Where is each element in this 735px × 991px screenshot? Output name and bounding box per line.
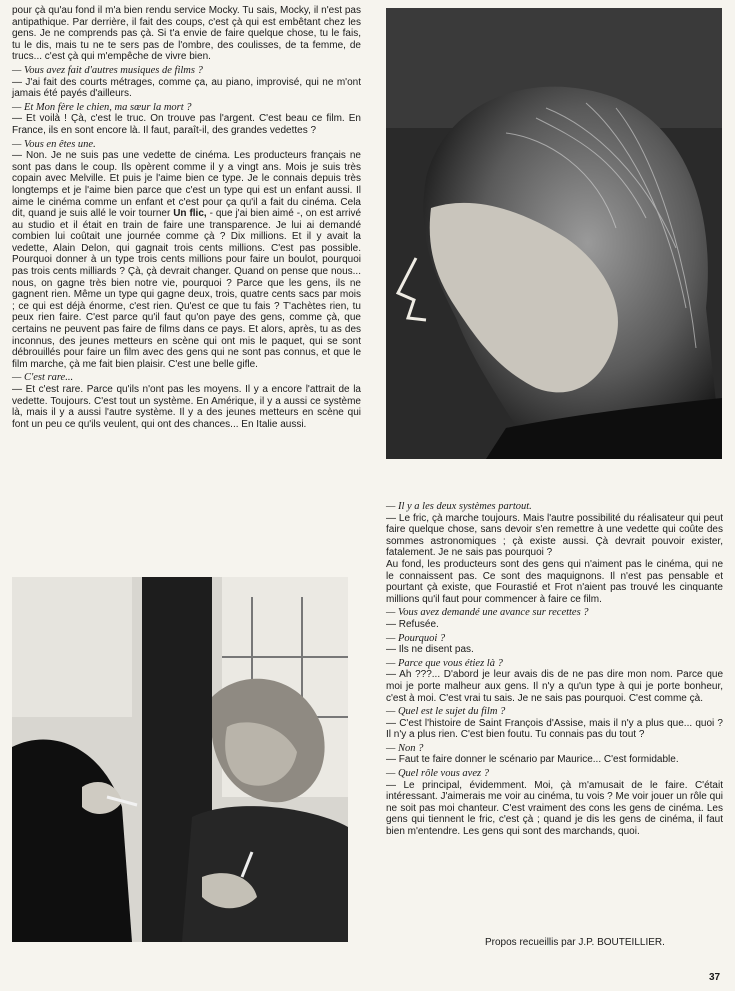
portrait-photo xyxy=(386,8,722,459)
question: — Vous avez fait d'autres musiques de films ? xyxy=(12,64,203,76)
paragraph: — Le principal, évidemment. Moi, çà m'amusait de le faire. C'était intéressant. J'aimerais me voir au cinéma, tu vois ? Me voir jouer un rôle qui ne soit pas moi chanteur. C'est vraiment des cons les gens de cinéma. Les gens qui tiennent le fric, c'est çà ; quand je dis les gens de cinéma, il faut bien m'entendre. Les gens qui sont des marchands, quoi. xyxy=(386,779,723,838)
paragraph: — Le fric, çà marche toujours. Mais l'autre possibilité du réalisateur qui peut faire quelque chose, sans devoir s'en remettre à une vedette qui coûte des sommes astronomiques ; çà existe aussi. Çà devrait pouvoir exister, fatalement. Je ne sais pas pourquoi ? xyxy=(386,512,723,559)
question: — Quel est le sujet du film ? xyxy=(386,706,506,718)
paragraph: — Ah ???... D'abord je leur avais dis de ne pas dire mon nom. Parce que moi je porte malheur aux gens. Il n'y a qu'un type à qui je porte bonheur, c'est à moi. C'est vrai tu sais. Je ne sais pas pourquoi. C'est comme çà. xyxy=(386,669,723,704)
paragraph: — Et c'est rare. Parce qu'ils n'ont pas les moyens. Il y a encore l'attrait de la vedette. Toujours. C'est tout un système. En Amérique, il y a aussi ce système là, mais il y a aussi l'autre système. Il y a des jeunes metteurs en scène qui font un peu ce qu'ils veulent, qui ont des chances... En Italie aussi. xyxy=(12,384,361,430)
question: — Parce que vous étiez là ? xyxy=(386,657,503,669)
paragraph: Au fond, les producteurs sont des gens qui n'aiment pas le cinéma, qui ne le connaissent pas. Ce sont des maquignons. Il n'est pas pensable et pourtant çà existe, que Fourastié et Frot n'aient pas trouvé les cinquante millions qu'il faut pour commencer à faire ce film. xyxy=(386,558,723,605)
question: — Non ? xyxy=(386,742,424,754)
left-column xyxy=(12,5,361,430)
question: — Pourquoi ? xyxy=(386,632,446,644)
film-title: Un flic, xyxy=(173,208,207,220)
paragraph: — Refusée. xyxy=(386,618,439,630)
interview-credit: Propos recueillis par J.P. BOUTEILLIER. xyxy=(485,937,665,948)
two-men-photo xyxy=(12,577,348,942)
paragraph: — Faut te faire donner le scénario par Maurice... C'est formidable. xyxy=(386,754,679,766)
question: — Vous avez demandé une avance sur recettes ? xyxy=(386,607,589,619)
question: — Quel rôle vous avez ? xyxy=(386,768,489,780)
paragraph: — C'est l'histoire de Saint François d'Assise, mais il n'y a plus que... quoi ? Il n'y a plus rien. C'est bien foutu. Tu connais pas du tout ? xyxy=(386,717,723,741)
paragraph: — J'ai fait des courts métrages, comme ça, au piano, improvisé, qui ne m'ont jamais été payés d'ailleurs. xyxy=(12,76,361,100)
question: — Et Mon fère le chien, ma sœur la mort ? xyxy=(12,101,192,113)
paragraph: — Ils ne disent pas. xyxy=(386,644,474,656)
page-number: 37 xyxy=(709,972,721,983)
paragraph: — Et voilà ! Çà, c'est le truc. On trouve pas l'argent. C'est beau ce film. En France, ils en sont encore là. Il faut, paraît-il, des grandes vedettes ? xyxy=(12,113,361,136)
question: — C'est rare... xyxy=(12,372,74,384)
paragraph: — Non. Je ne suis pas une vedette de cinéma. Les producteurs français ne sont pas dans le coup. Ils opèrent comme il y a vingt ans. Mois je suis très copain avec Melville. Et puis je l'aime bien ce type. Je le connais depuis très longtemps et je l'aime bien parce que c'est un type qui est un enfant aussi. Il aime le cinéma comme un enfant et c'est pour ça qu'il a fait du cinéma. Cela dit, quand je suis allé le voir tourner Un flic, - que j'ai bien aimé -, on est arrivé au studio et il était en train de faire une transparence. Je lui ai demandé combien lui coûtait une journée comme çà ? Dix millions. Et il y avait la vedette, Alain Delon, qui gagnait trois cents millions. C'est pas possible. Pourquoi donner à un type trois cents millions pour faire un boulot, pourquoi pas trois cents milliards ? Çà, çà devrait changer. Quand on pense que nous... nous, on gagne très bien notre vie, pourquoi ? Parce que les gens, ils ne gagnent rien. Même un type qui gagne deux, trois, quatre cents sacs par mois ; ce qui est déjà énorme, c'est rien. Qu'est ce que tu fais ? T'achètes rien, tu peux rien faire. C'est parce qu'il faut qu'on paye des gens, comme çà, que certains ne peuvent pas faire de films dans ce pays. Et alors, après, tu as des inconnus, des jeunes metteurs en scène qui ont mis le paquet, qui se sont débrouillés pour faire un film avec des gens qui ne sont pas connus, et que le film marche, çà me fait bien plaisir. C'est une belle gifle. xyxy=(12,150,362,370)
right-column xyxy=(386,501,723,838)
question: — Il y a les deux systèmes partout. xyxy=(386,501,532,512)
paragraph: pour çà qu'au fond il m'a bien rendu service Mocky. Tu sais, Mocky, il n'est pas antipathique. Par derrière, il fait des coups, c'est çà qui est embêtant chez les gens. Je ne comprends pas çà. Si t'a envie de faire quelque chose, tu le fais, tu le dis, mais tu ne te sers pas de l'ombre, des coulisses, de ta femme, de trucs... c'est çà qui m'empêche de vivre bien. xyxy=(12,5,361,63)
question: — Vous en êtes une. xyxy=(12,138,96,150)
